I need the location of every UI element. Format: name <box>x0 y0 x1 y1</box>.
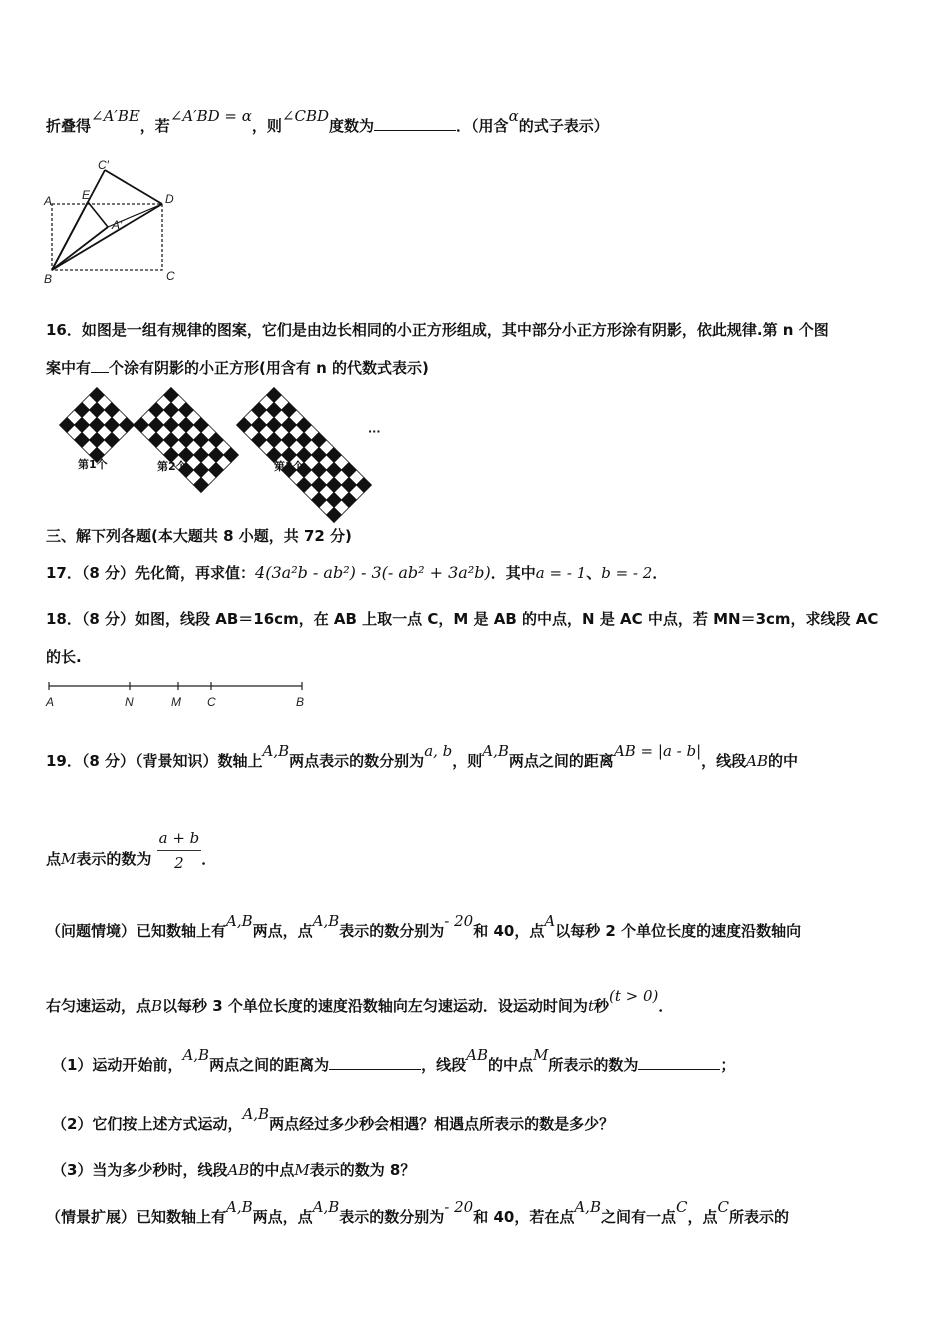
q19-text: 的中 <box>768 752 799 770</box>
q19-text: 右匀速运动，点 <box>46 997 152 1015</box>
q15-text: 的式子表示） <box>518 117 609 135</box>
pattern-ellipsis: ··· <box>368 425 381 438</box>
q19-text: 和 40，若在点 <box>473 1208 575 1226</box>
q19-expr: M <box>294 1161 310 1179</box>
q19-text: ，则 <box>452 752 483 770</box>
q19-sub1 <box>52 1046 736 1075</box>
q19-text: 和 40，点 <box>473 922 545 940</box>
q19-expr: A,B <box>482 742 509 760</box>
fraction-denominator: 2 <box>174 854 184 872</box>
q15-text: 折叠得 <box>46 117 92 135</box>
q15-line-ea <box>88 202 108 227</box>
q19-text: 表示的数为 8？ <box>309 1161 416 1179</box>
q19-text: ． <box>201 850 217 868</box>
q15-expr-alpha: α <box>508 107 519 125</box>
q15-label-d: D <box>165 192 174 206</box>
q17-value-b: b = - 2 <box>601 564 653 582</box>
q16-text: 案中有 <box>46 359 92 377</box>
q19-text: ，点 <box>687 1208 718 1226</box>
q15-text: ，若 <box>139 117 170 135</box>
section-3-heading: 三、解下列各题(本大题共 8 小题，共 72 分) <box>46 527 352 545</box>
q19-line4 <box>46 987 674 1016</box>
q15-figure <box>40 155 190 290</box>
q19-text: （1）运动开始前， <box>52 1056 183 1074</box>
q19-expr: M <box>61 850 77 868</box>
q15-text: ，则 <box>251 117 282 135</box>
pattern-1-caption: 第1个 <box>78 458 108 471</box>
q15-text: 度数为 <box>329 117 375 135</box>
q17-value-a: a = - 1 <box>535 564 587 582</box>
q19-expr: A,B <box>226 912 253 930</box>
q15-label-c: C <box>166 269 175 283</box>
q19-expr: (t > 0) <box>608 987 659 1005</box>
q19-text: 的中点 <box>487 1056 533 1074</box>
q16-answer-blank[interactable] <box>91 358 109 373</box>
q19-text: ，线段 <box>421 1056 467 1074</box>
q19-text: 以每秒 2 个单位长度的速度沿数轴向 <box>555 922 802 940</box>
q15-expr-abd: ∠A′BD = α <box>169 107 252 125</box>
pattern-2 <box>134 388 239 493</box>
q19-sub3 <box>52 1160 415 1180</box>
q15-label-a-prime: A′ <box>112 218 123 232</box>
q16-pattern-figure <box>60 395 400 480</box>
q19-expr: AB <box>466 1046 488 1064</box>
q19-text: （问题情境）已知数轴上有 <box>46 922 227 940</box>
pattern-3-caption: 第3个 <box>274 460 304 473</box>
q15-label-b: B <box>44 272 53 286</box>
q19-expr: a, b <box>424 742 453 760</box>
q16-line1: 16．如图是一组有规律的图案，它们是由边长相同的小正方形组成，其中部分小正方形涂有阴影，依此规律.第 n 个图 <box>46 321 829 339</box>
q19-distance-blank[interactable] <box>329 1055 421 1070</box>
q19-expr: A,B <box>574 1198 601 1216</box>
q15-label-c-prime: C′ <box>98 158 109 172</box>
q19-text: （3）当为多少秒时，线段 <box>52 1161 228 1179</box>
q19-text: 两点，点 <box>252 922 313 940</box>
q19-expr: AB <box>227 1161 250 1179</box>
q16-text: 个涂有阴影的小正方形(用含有 n 的代数式表示) <box>109 359 429 377</box>
q15-expr-abe: ∠A′BE <box>91 107 140 125</box>
q18-line2: 的长. <box>46 648 82 666</box>
q17-line <box>46 563 667 583</box>
pattern-3 <box>237 388 372 523</box>
label-c: C <box>207 695 216 709</box>
q19-expr: A,B <box>182 1046 210 1064</box>
q19-text: 所表示的数为 <box>548 1056 639 1074</box>
q19-text: 点 <box>46 850 62 868</box>
q19-sub2 <box>52 1105 615 1134</box>
q19-text: ，线段 <box>701 752 747 770</box>
q19-text: （情景扩展）已知数轴上有 <box>46 1208 227 1226</box>
q19-text: 表示的数为 <box>76 850 152 868</box>
q19-expr: - 20 <box>444 1198 474 1216</box>
q17-text: 17．（8 分）先化简，再求值： <box>46 564 256 582</box>
q19-text: 两点之间的距离 <box>508 752 614 770</box>
q19-expr: AB <box>746 752 769 770</box>
q19-expr: A,B <box>226 1198 253 1216</box>
q19-text: 秒 <box>593 997 609 1015</box>
q19-text: 两点经过多少秒会相遇？相遇点所表示的数是多少？ <box>269 1115 615 1133</box>
q19-line-extend <box>46 1198 789 1227</box>
q19-text: ． <box>658 997 674 1015</box>
q17-text: 、 <box>586 564 602 582</box>
q19-expr: - 20 <box>444 912 474 930</box>
q15-answer-blank[interactable] <box>374 116 456 131</box>
q15-label-e: E <box>82 188 91 202</box>
label-a: A <box>46 695 55 709</box>
q17-text: ．其中 <box>490 564 536 582</box>
q15-label-a: A <box>44 194 53 208</box>
label-m: M <box>171 695 181 709</box>
q19-text: ； <box>720 1056 736 1074</box>
q19-midpoint-blank[interactable] <box>638 1055 720 1070</box>
q19-expr: A,B <box>312 912 340 930</box>
pattern-2-caption: 第2个 <box>157 460 187 473</box>
q19-midpoint-fraction <box>157 826 202 875</box>
q19-text: 表示的数分别为 <box>339 1208 445 1226</box>
q19-expr: A,B <box>242 1105 270 1123</box>
q19-text: 两点表示的数分别为 <box>289 752 425 770</box>
q19-expr: C <box>675 1198 688 1216</box>
q19-expr: M <box>532 1046 549 1064</box>
q19-text: 表示的数分别为 <box>339 922 445 940</box>
fraction-numerator: a + b <box>157 826 202 851</box>
q19-text: 两点，点 <box>252 1208 313 1226</box>
q15-line <box>46 107 609 136</box>
q19-expr: C <box>717 1198 729 1216</box>
q19-text: （2）它们按上述方式运动， <box>52 1115 243 1133</box>
q18-segment-figure <box>40 678 320 714</box>
q19-expr: A,B <box>262 742 290 760</box>
label-n: N <box>125 695 134 709</box>
q19-expr: t <box>587 997 594 1015</box>
q19-expr: B <box>151 997 163 1015</box>
q15-line-cd <box>105 170 162 204</box>
q19-text: 两点之间的距离为 <box>209 1056 330 1074</box>
q19-expr: A <box>544 912 556 930</box>
q19-line2 <box>46 829 217 884</box>
q19-text: 的中点 <box>249 1161 295 1179</box>
label-b: B <box>296 695 305 709</box>
q15-line-ba <box>52 227 108 270</box>
q15-text: ．（用含 <box>456 117 509 135</box>
q18-line1: 18．（8 分）如图，线段 AB＝16cm，在 AB 上取一点 C，M 是 AB 的中点，N 是 AC 中点，若 MN＝3cm，求线段 AC <box>46 610 879 628</box>
q19-text: 之间有一点 <box>600 1208 676 1226</box>
q15-expr-cbd: ∠CBD <box>281 107 330 125</box>
q19-line3 <box>46 912 802 941</box>
q16-line2 <box>46 358 429 378</box>
q19-text: 19．（8 分）（背景知识）数轴上 <box>46 752 263 770</box>
q19-text: 所表示的 <box>728 1208 789 1226</box>
q17-expression: 4(3a²b - ab²) - 3(- ab² + 3a²b) <box>255 563 491 582</box>
q19-line1 <box>46 742 799 771</box>
q17-text: ． <box>652 564 668 582</box>
q19-distance-formula: AB = |a - b| <box>613 742 702 760</box>
q19-text: 以每秒 3 个单位长度的速度沿数轴向左匀速运动．设运动时间为 <box>162 997 588 1015</box>
pattern-1 <box>60 388 135 463</box>
q19-expr: A,B <box>312 1198 340 1216</box>
